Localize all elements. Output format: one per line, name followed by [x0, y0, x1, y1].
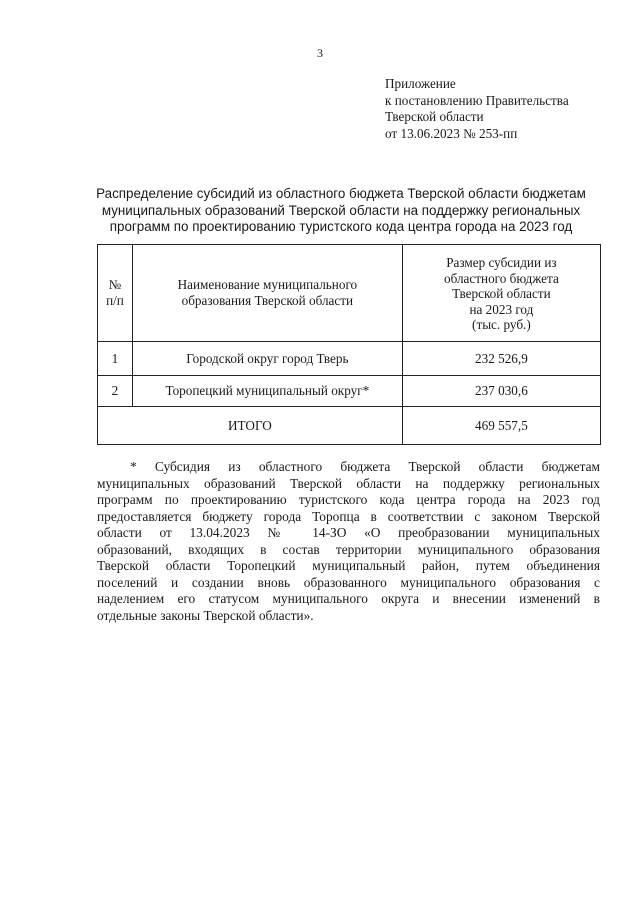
- footnote-line: наделением его статусом муниципального округа и внесении изменений в: [97, 591, 600, 606]
- header-text: №: [108, 277, 122, 293]
- header-text: п/п: [106, 293, 124, 308]
- header-text: Наименование муниципального: [177, 277, 358, 293]
- footnote-line: * Субсидия из областного бюджета Тверской области бюджетам: [130, 459, 600, 474]
- table-row: [98, 342, 601, 376]
- table-row: [98, 376, 601, 407]
- row-amount-cell: 232 526,9: [402, 342, 600, 376]
- title-line: программ по проектированию туристского кода центра города на 2023 год: [109, 219, 573, 234]
- header-text: Тверской области: [452, 286, 551, 302]
- footnote-line: области от 13.04.2023 № 14-ЗО «О преобразовании муниципальных: [97, 525, 600, 540]
- header-name-cell: [132, 245, 402, 342]
- page-number: 3: [317, 46, 323, 60]
- row-amount-cell: 237 030,6: [402, 376, 600, 407]
- appendix-line: Приложение: [385, 76, 456, 91]
- table-total-row: [98, 407, 601, 445]
- footnote-line: муниципальных образований Тверской области на поддержку региональных: [97, 475, 600, 491]
- table-header-row: [98, 245, 601, 342]
- header-amount-cell: [402, 245, 600, 342]
- appendix-line: от 13.06.2023 № 253-пп: [385, 125, 518, 141]
- title-line: муниципальных образований Тверской области на поддержку региональных: [101, 202, 581, 218]
- row-name-cell: Городской округ город Тверь: [132, 342, 402, 376]
- row-num-cell: 1: [98, 342, 133, 376]
- header-text: образования Тверской области: [181, 293, 354, 308]
- footnote-line: образований, входящих в состав территории муниципального образования: [97, 541, 600, 557]
- header-text: Размер субсидии из: [446, 255, 557, 271]
- appendix-line: к постановлению Правительства: [385, 92, 569, 108]
- row-name-cell: Торопецкий муниципальный округ*: [132, 376, 402, 407]
- footnote-line: поселений и создании вновь образованного муниципального образования с: [97, 574, 600, 590]
- document-title: [60, 186, 622, 236]
- appendix-line: Тверской области: [385, 109, 484, 124]
- total-label-cell: ИТОГО: [98, 407, 403, 445]
- footnote: [97, 459, 600, 624]
- header-text: (тыс. руб.): [472, 317, 531, 333]
- title-line: Распределение субсидий из областного бюджета Тверской области бюджетам: [96, 186, 586, 201]
- header-num-cell: [98, 245, 133, 342]
- footnote-line: предоставляется бюджету города Торопца в соответствии с законом Тверской: [97, 508, 600, 524]
- appendix-block: [385, 76, 569, 142]
- footnote-line: Тверской области Торопецкий муниципальный район, путем объединения: [97, 558, 600, 573]
- footnote-line: отдельные законы Тверской области».: [97, 607, 314, 623]
- header-text: на 2023 год: [469, 301, 534, 317]
- subsidy-table: [97, 244, 601, 445]
- total-amount-cell: 469 557,5: [402, 407, 600, 445]
- row-num-cell: 2: [98, 376, 133, 407]
- footnote-line: программ по проектированию туристского кода центра города на 2023 год: [97, 492, 600, 507]
- header-text: областного бюджета: [443, 270, 559, 286]
